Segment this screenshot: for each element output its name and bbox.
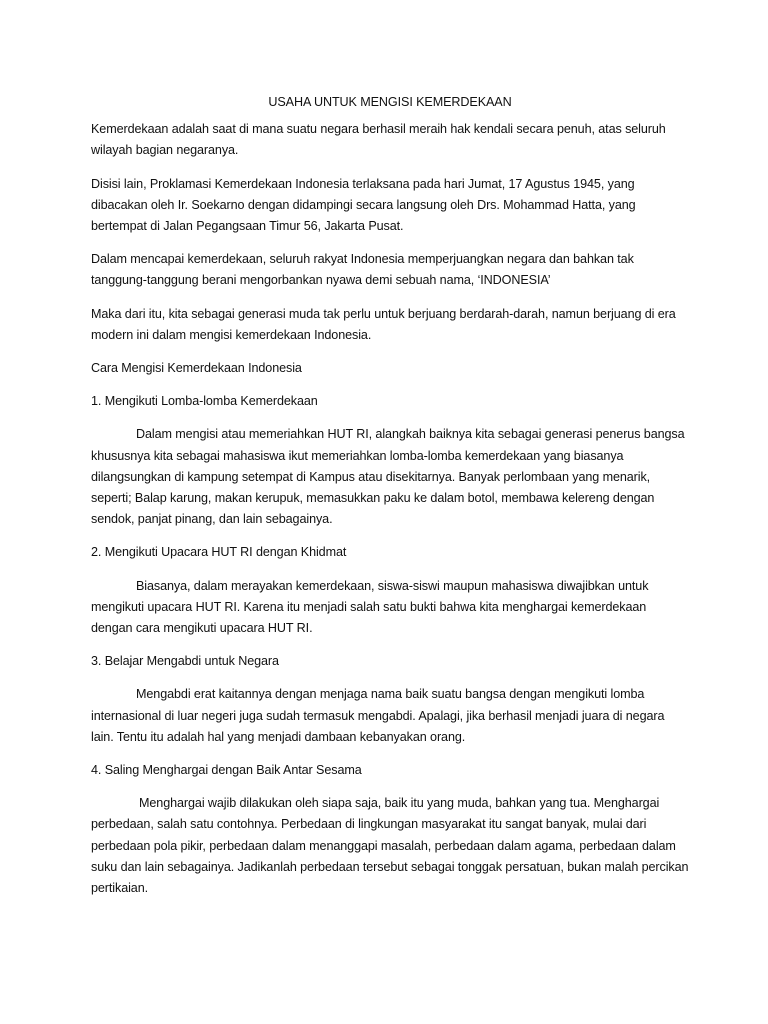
section-4-body: Menghargai wajib dilakukan oleh siapa saja, baik itu yang muda, bahkan yang tua. Menghargai perbedaan, salah satu contohnya. Perbedaan di lingkungan masyarakat itu sangat banyak, mulai dari perbedaan pola pikir, perbedaan dalam menanggapi masalah, perbedaan dalam agama, perbedaan dalam suku dan lain sebagainya. Jadikanlah perbedaan tersebut sebagai tonggak persatuan, bukan malah percikan pertikaian. <box>91 796 689 896</box>
section-3-body: Mengabdi erat kaitannya dengan menjaga nama baik suatu bangsa dengan mengikuti lomba internasional di luar negeri juga sudah termasuk mengabdi. Apalagi, jika berhasil menjadi juara di negara lain. Tentu itu adalah hal yang menjadi dambaan kebanyakan orang. <box>91 687 665 744</box>
section-2-body: Biasanya, dalam merayakan kemerdekaan, siswa-siswi maupun mahasiswa diwajibkan untuk mengikuti upacara HUT RI. Karena itu menjadi salah satu bukti bahwa kita menghargai kemerdekaan dengan cara mengikuti upacara HUT RI. <box>91 578 649 636</box>
intro-paragraph-2: Disisi lain, Proklamasi Kemerdekaan Indonesia terlaksana pada hari Jumat, 17 Agustus 1945, yang dibacakan oleh Ir. Soekarno dengan didampingi secara langsung oleh Drs. Mohammad Hatta, yang bertempat di Jalan Pegangsaan Timur 56, Jakarta Pusat. <box>91 176 636 234</box>
document-body <box>91 92 689 911</box>
intro-paragraph-1: Kemerdekaan adalah saat di mana suatu negara berhasil meraih hak kendali secara penuh, atas seluruh wilayah bagian negaranya. <box>91 122 666 158</box>
intro-paragraph-4: Maka dari itu, kita sebagai generasi muda tak perlu untuk berjuang berdarah-darah, namun berjuang di era modern ini dalam mengisi kemerdekaan Indonesia. <box>91 306 676 342</box>
section-1-body: Dalam mengisi atau memeriahkan HUT RI, alangkah baiknya kita sebagai generasi penerus bangsa khususnya kita sebagai mahasiswa ikut memeriahkan lomba-lomba kemerdekaan yang biasanya dilangsungkan di kampung setempat di Kampus atau disekitarnya. Banyak perlombaan yang menarik, seperti; Balap karung, makan kerupuk, memasukkan paku ke dalam botol, membawa kelereng dengan sendok, panjat pinang, dan lain sebagainya. <box>91 427 685 527</box>
document-title: USAHA UNTUK MENGISI KEMERDEKAAN <box>268 95 512 109</box>
section-1-heading: 1. Mengikuti Lomba-lomba Kemerdekaan <box>91 394 318 409</box>
section-list-subtitle: Cara Mengisi Kemerdekaan Indonesia <box>91 361 302 376</box>
section-4-heading: 4. Saling Menghargai dengan Baik Antar Sesama <box>91 763 362 778</box>
section-3-heading: 3. Belajar Mengabdi untuk Negara <box>91 654 279 669</box>
intro-paragraph-3: Dalam mencapai kemerdekaan, seluruh rakyat Indonesia memperjuangkan negara dan bahkan tak tanggung-tanggung berani mengorbankan nyawa demi sebuah nama, ‘INDONESIA’ <box>91 252 634 288</box>
section-2-heading: 2. Mengikuti Upacara HUT RI dengan Khidmat <box>91 545 347 560</box>
